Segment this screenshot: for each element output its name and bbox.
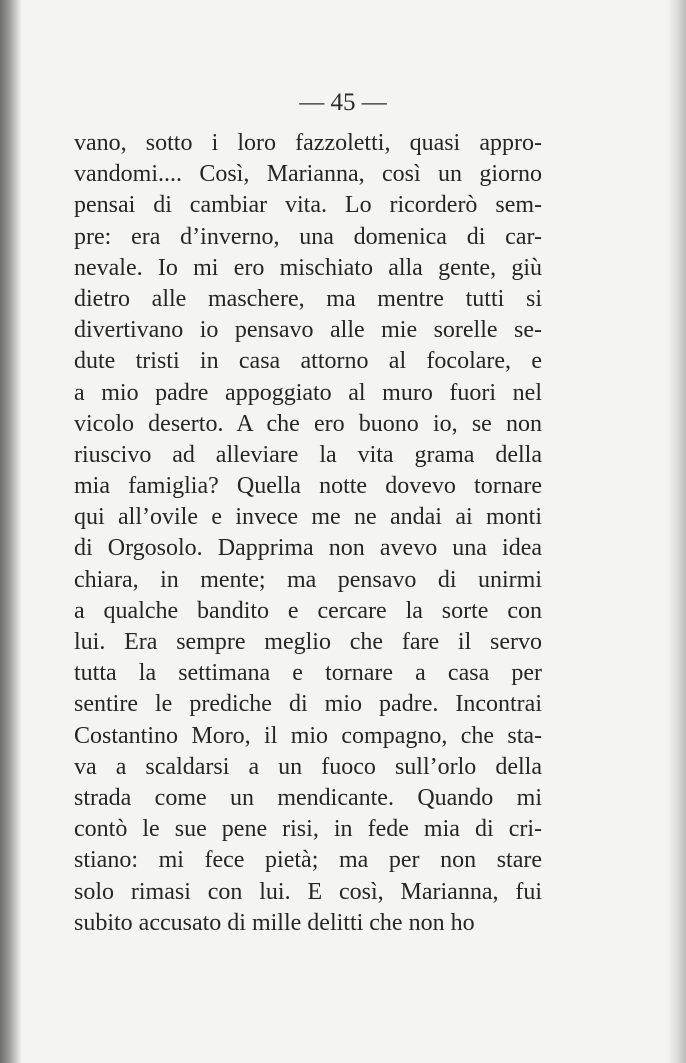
text-line: nevale. Io mi ero mischiato alla gente, giù: [74, 254, 542, 281]
text-line: pensai di cambiar vita. Lo ricorderò sem-: [74, 192, 542, 219]
text-line: mia famiglia? Quella notte dovevo tornare: [74, 473, 542, 500]
text-line: qui all’ovile e invece me ne andai ai monti: [74, 504, 542, 531]
text-line: riuscivo ad alleviare la vita grama della: [74, 441, 542, 468]
text-line: vicolo deserto. A che ero buono io, se non: [74, 410, 542, 437]
text-line: a mio padre appoggiato al muro fuori nel: [74, 379, 542, 406]
text-line: stiano: mi fece pietà; ma per non stare: [74, 847, 542, 874]
page-number: — 45 —: [299, 89, 387, 116]
text-line: Costantino Moro, il mio compagno, che sta-: [74, 722, 542, 749]
text-line: sentire le prediche di mio padre. Incontrai: [74, 691, 542, 718]
text-line: divertivano io pensavo alle mie sorelle se-: [74, 317, 542, 344]
body-text: [74, 128, 542, 939]
text-line: strada come un mendicante. Quando mi: [74, 784, 542, 811]
page-spine-shadow: [0, 0, 22, 1063]
text-line: lui. Era sempre meglio che fare il servo: [74, 629, 542, 655]
text-line: vano, sotto i loro fazzoletti, quasi appro-: [74, 130, 542, 156]
text-line: pre: era d’inverno, una domenica di car-: [74, 223, 542, 250]
text-line: vandomi.... Così, Marianna, così un giorno: [74, 161, 542, 188]
text-line: solo rimasi con lui. E così, Marianna, fui: [74, 878, 542, 905]
text-line: tutta la settimana e tornare a casa per: [74, 660, 542, 687]
text-line: subito accusato di mille delitti che non ho: [74, 909, 475, 936]
page-edge-shadow: [668, 0, 686, 1063]
text-line: contò le sue pene risi, in fede mia di cri-: [74, 816, 542, 843]
text-line: dute tristi in casa attorno al focolare, e: [74, 348, 542, 375]
text-line: va a scaldarsi a un fuoco sull’orlo della: [74, 753, 542, 780]
text-line: chiara, in mente; ma pensavo di unirmi: [74, 566, 542, 593]
text-line: a qualche bandito e cercare la sorte con: [74, 597, 542, 624]
text-line: di Orgosolo. Dapprima non avevo una idea: [74, 535, 542, 562]
text-line: dietro alle maschere, ma mentre tutti si: [74, 285, 542, 312]
